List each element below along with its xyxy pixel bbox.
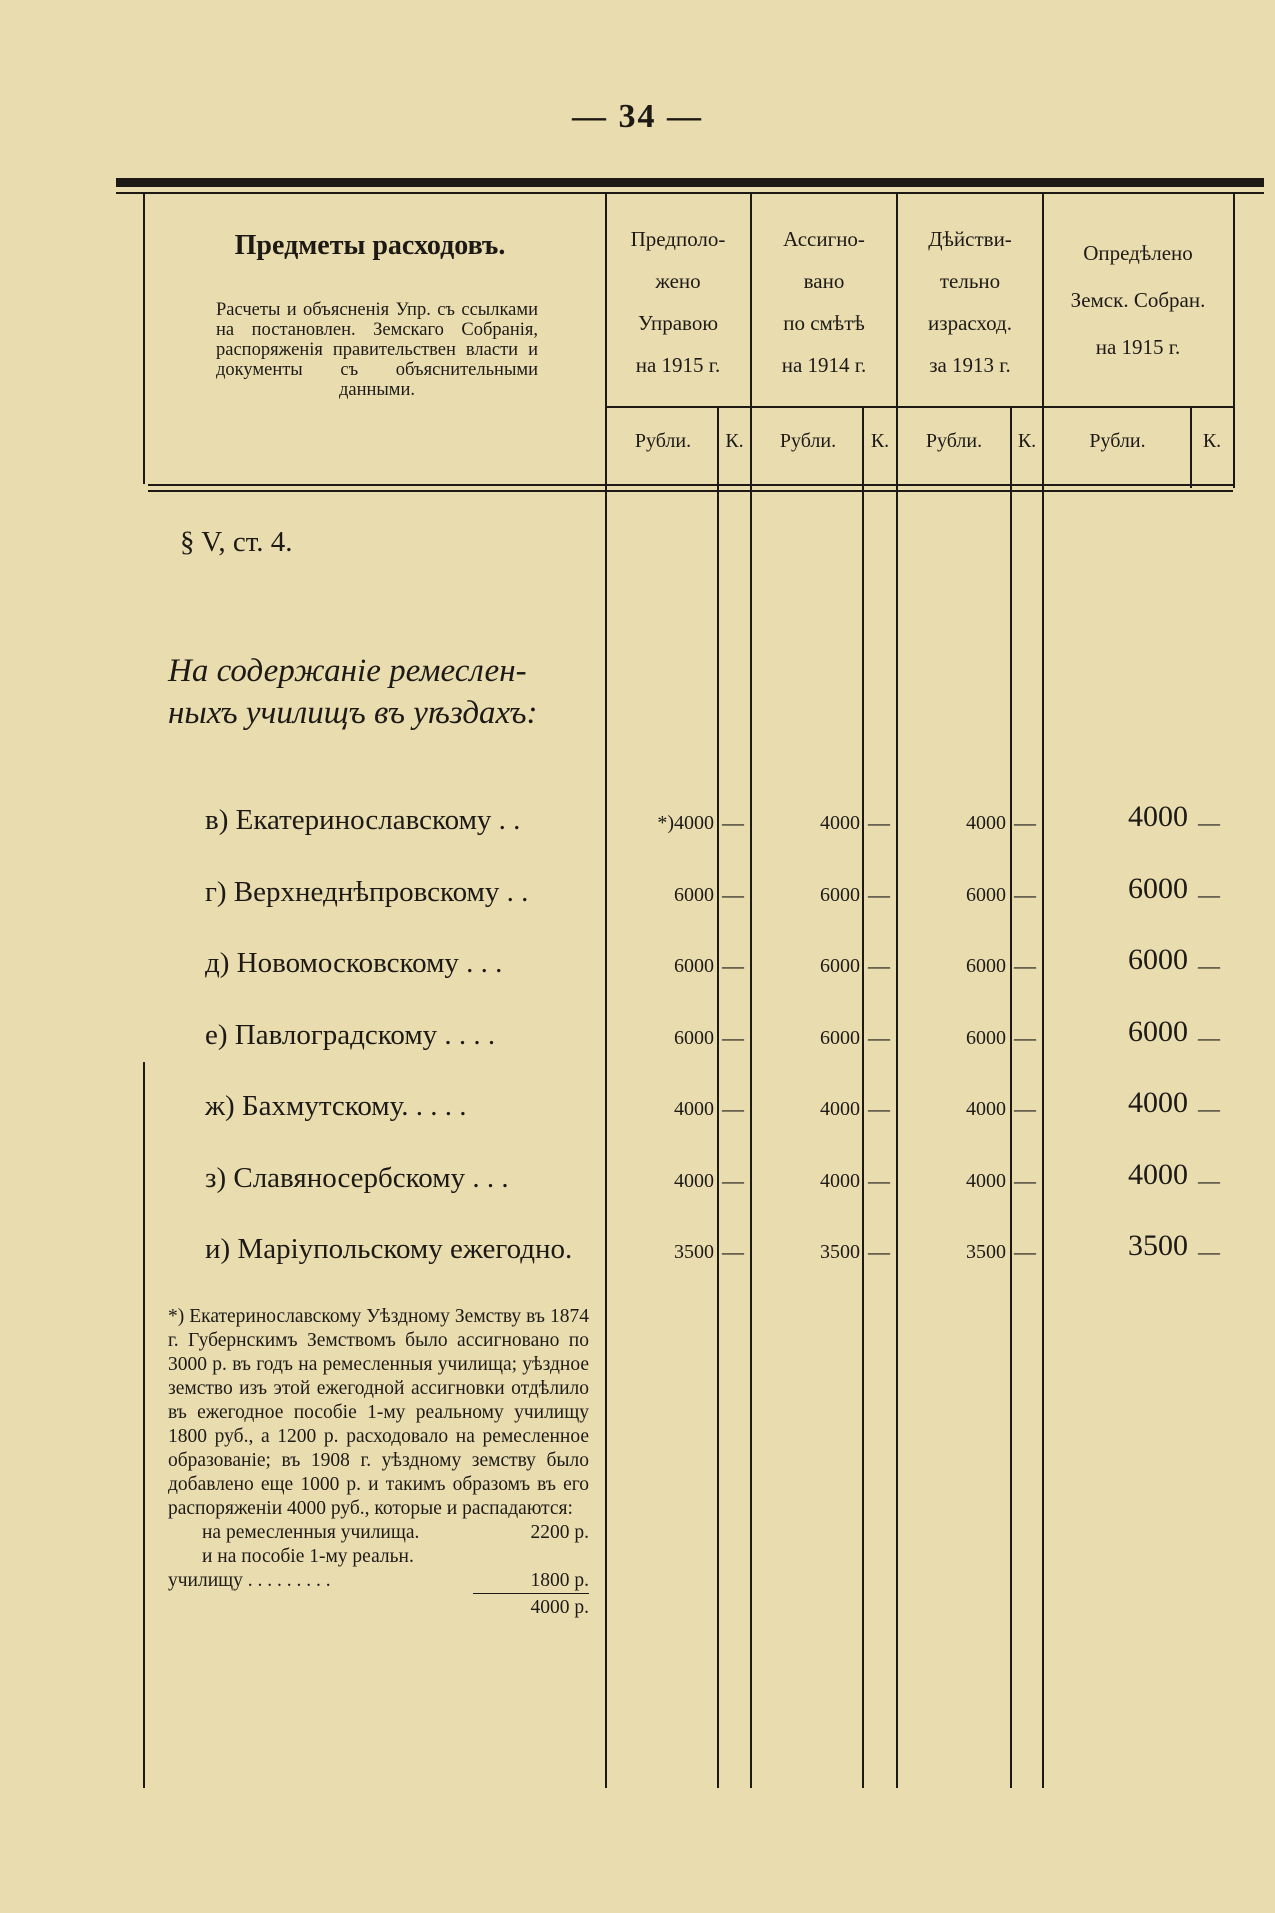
- row-proposed-kop: —: [722, 1024, 744, 1050]
- row-approved: 4000: [1128, 800, 1188, 833]
- row-spent: 4000: [966, 1169, 1006, 1192]
- row-assigned: 4000: [820, 812, 860, 834]
- row-proposed: 6000: [674, 1026, 714, 1049]
- row-proposed-kop: —: [722, 1167, 744, 1193]
- kop-divider-1: [717, 408, 719, 1788]
- row-spent-kop: —: [1014, 1167, 1036, 1193]
- footnote-line2: и на пособіе 1-му реальн.: [202, 1546, 414, 1567]
- footnote-total: 4000 р.: [473, 1593, 589, 1620]
- row-proposed: 4000: [674, 1169, 714, 1192]
- row-spent: 6000: [966, 955, 1006, 977]
- page-number: — 34 —: [572, 98, 703, 135]
- footnote-line1-value: 2200 р.: [530, 1522, 589, 1543]
- col-proposed-header: Предполо- жено Управою на 1915 г.: [630, 227, 726, 377]
- row-approved: 6000: [1128, 943, 1188, 976]
- row-proposed-kop: —: [722, 1096, 744, 1121]
- row-assigned: 6000: [820, 955, 860, 977]
- row-spent-kop: —: [1014, 1096, 1036, 1121]
- row-approved-kop: —: [1198, 881, 1220, 907]
- col-divider-items: [605, 194, 607, 1788]
- row-proposed-kop: —: [722, 810, 744, 835]
- col-assigned-header: Ассигно- вано по смѣтѣ на 1914 г.: [781, 227, 867, 377]
- col-divider-2: [896, 194, 898, 1788]
- row-approved-kop: —: [1198, 1167, 1220, 1193]
- row-label: е) Павлоградскому . . . .: [205, 1018, 496, 1051]
- items-column-note: Расчеты и объясненія Упр. съ ссылками на постановлен. Земскаго Собранія, распоряженія правительствен власти и документы съ объяснительными данными.: [216, 300, 538, 400]
- row-assigned-kop: —: [868, 1024, 890, 1050]
- row-label: д) Новомосковскому . . .: [205, 947, 503, 979]
- table-left-border: [143, 194, 145, 484]
- row-proposed: *)4000: [657, 812, 714, 834]
- row-label: г) Верхнеднѣпровскому . .: [205, 875, 529, 908]
- row-approved-kop: —: [1198, 810, 1220, 835]
- row-assigned: 4000: [820, 1098, 860, 1120]
- col-divider-3: [1042, 194, 1044, 1788]
- row-label: и) Маріупольскому ежегодно.: [205, 1233, 573, 1265]
- footnote-line3-value: 1800 р.: [530, 1570, 589, 1591]
- table-left-border-lower: [143, 1062, 145, 1788]
- row-spent-kop: —: [1014, 953, 1036, 978]
- row-assigned-kop: —: [868, 1167, 890, 1193]
- row-proposed-kop: —: [722, 1239, 744, 1264]
- row-assigned-kop: —: [868, 1239, 890, 1264]
- row-spent: 4000: [966, 1098, 1006, 1120]
- header-bottom-rule: [148, 484, 1233, 486]
- kop-label-1: К.: [725, 430, 744, 452]
- top-thick-rule: [116, 178, 1264, 187]
- footnote-line1-label: на ремесленныя училища.: [202, 1522, 420, 1543]
- rubles-label-2: Рубли.: [779, 430, 837, 452]
- row-proposed: 4000: [674, 1098, 714, 1120]
- row-label: з) Славяносербскому . . .: [205, 1161, 509, 1194]
- footnote: [168, 1305, 589, 1620]
- row-assigned-kop: —: [868, 810, 890, 835]
- row-spent: 3500: [966, 1241, 1006, 1263]
- row-approved: 4000: [1128, 1157, 1188, 1191]
- row-spent: 6000: [966, 1026, 1006, 1049]
- row-proposed: 6000: [674, 883, 714, 906]
- row-proposed-kop: —: [722, 881, 744, 907]
- row-spent-kop: —: [1014, 881, 1036, 907]
- row-approved: 6000: [1128, 871, 1188, 905]
- subheader-rule: [605, 406, 1233, 408]
- section-paragraph: § V, ст. 4.: [180, 526, 293, 558]
- row-approved-kop: —: [1198, 1239, 1220, 1264]
- kop-label-2: К.: [870, 430, 890, 452]
- row-assigned-kop: —: [868, 1096, 890, 1121]
- row-approved-kop: —: [1198, 1024, 1220, 1050]
- row-approved: 4000: [1128, 1086, 1188, 1119]
- row-label: в) Екатеринославскому . .: [205, 804, 521, 836]
- rubles-label-1: Рубли.: [634, 430, 692, 452]
- section-heading: На содержаніе ремеслен- ныхъ училищъ въ уѣздахъ:: [168, 653, 538, 731]
- row-proposed-kop: —: [722, 953, 744, 978]
- row-spent-kop: —: [1014, 1024, 1036, 1050]
- kop-divider-3: [1010, 408, 1012, 1788]
- row-assigned-kop: —: [868, 953, 890, 978]
- kop-label-3: К.: [1017, 430, 1037, 452]
- items-column-title: Предметы расходовъ.: [234, 230, 506, 261]
- rubles-label-4: Рубли.: [1089, 430, 1146, 452]
- row-label: ж) Бахмутскому. . . . .: [205, 1090, 467, 1122]
- row-assigned: 6000: [820, 1026, 860, 1049]
- footnote-text: *) Екатеринославскому Уѣздному Земству въ 1874 г. Губернскимъ Земствомъ было ассигновано по 3000 р. въ годъ на ремесленныя училища; уѣздное земство изъ этой ежегодной ассигновки отдѣлило въ ежегодное пособіе 1-му реальному училищу 1800 руб., а 1200 р. расходовало на ремесленное образованіе; въ 1908 г. уѣздному земству было добавлено еще 1000 р. и такимъ образомъ въ его распоряженіи 4000 руб., которые и распадаются:: [168, 1306, 589, 1519]
- row-approved-kop: —: [1198, 1096, 1220, 1121]
- row-assigned: 3500: [820, 1241, 860, 1263]
- col-divider-1: [750, 194, 752, 1788]
- row-spent-kop: —: [1014, 810, 1036, 835]
- kop-divider-2: [862, 408, 864, 1788]
- row-assigned: 6000: [820, 883, 860, 906]
- table-right-border: [1233, 194, 1235, 488]
- top-thin-rule: [116, 192, 1264, 194]
- row-spent-kop: —: [1014, 1239, 1036, 1264]
- row-assigned-kop: —: [868, 881, 890, 907]
- rubles-label-3: Рубли.: [925, 430, 983, 452]
- col-spent-header: Дѣйстви- тельно израсход. за 1913 г.: [928, 227, 1012, 377]
- row-spent: 6000: [966, 883, 1006, 906]
- row-approved: 6000: [1128, 1014, 1188, 1048]
- row-approved: 3500: [1128, 1229, 1188, 1262]
- col-approved-header: Опредѣлено Земск. Собран. на 1915 г.: [1070, 241, 1206, 359]
- footnote-line3-label: училищу . . . . . . . . .: [168, 1570, 331, 1591]
- row-proposed: 3500: [674, 1241, 714, 1263]
- row-assigned: 4000: [820, 1169, 860, 1192]
- kop-label-4: К.: [1202, 430, 1222, 452]
- header-bottom-rule-2: [148, 490, 1233, 492]
- row-spent: 4000: [966, 812, 1006, 834]
- row-approved-kop: —: [1198, 953, 1220, 978]
- row-proposed: 6000: [674, 955, 714, 977]
